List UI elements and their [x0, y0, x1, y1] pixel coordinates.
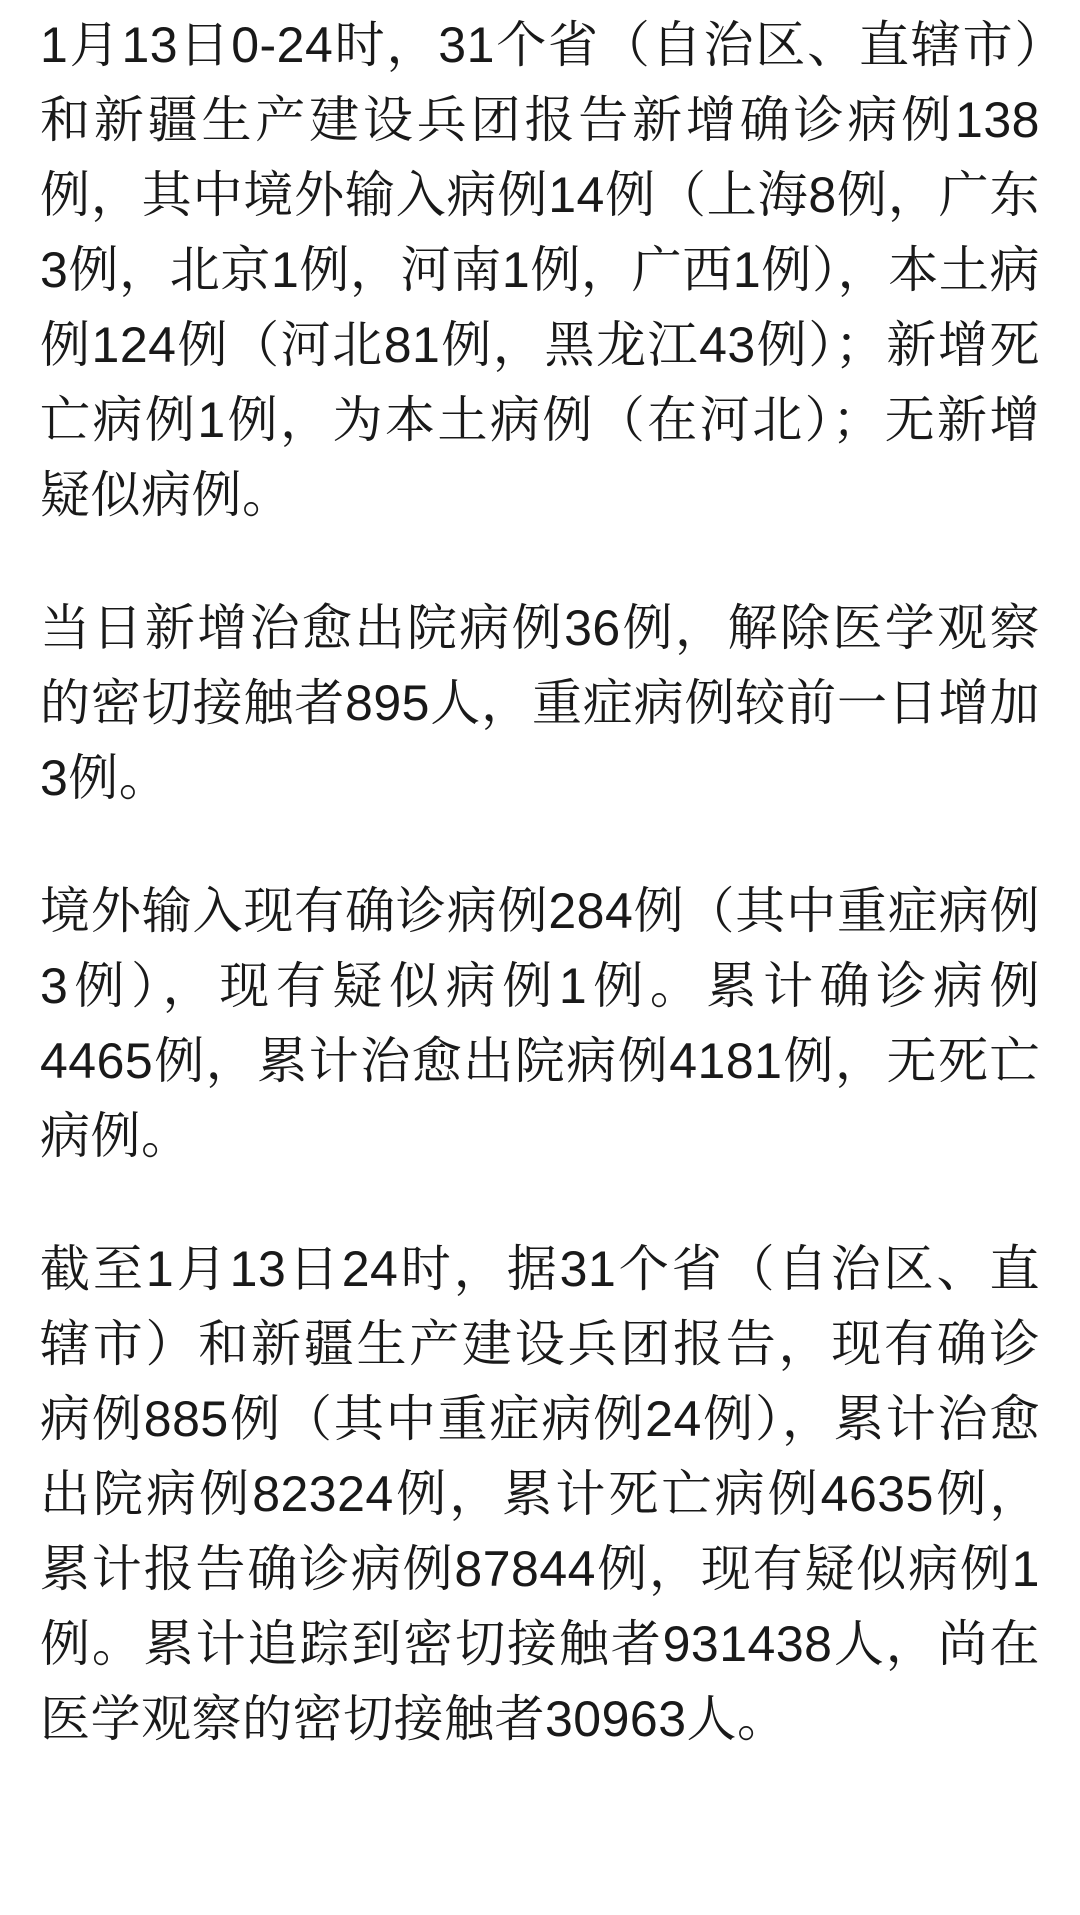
paragraph-daily-new-cases: 1月13日0-24时，31个省（自治区、直辖市）和新疆生产建设兵团报告新增确诊病例138例，其中境外输入病例14例（上海8例，广东3例，北京1例，河南1例，广西1例），本土病例124例（河北81例，黑龙江43例）；新增死亡病例1例，为本土病例（在河北）；无新增疑似病例。 [40, 17, 1040, 523]
paragraph-recoveries: 当日新增治愈出院病例36例，解除医学观察的密切接触者895人，重症病例较前一日增加3例。 [40, 600, 1040, 806]
paragraph-cumulative-totals: 截至1月13日24时，据31个省（自治区、直辖市）和新疆生产建设兵团报告，现有确诊病例885例（其中重症病例24例），累计治愈出院病例82324例，累计死亡病例4635例，累计报告确诊病例87844例，现有疑似病例1例。累计追踪到密切接触者931438人，尚在医学观察的密切接触者30963人。 [40, 1241, 1040, 1747]
paragraph-imported-cases: 境外输入现有确诊病例284例（其中重症病例3例），现有疑似病例1例。累计确诊病例4465例，累计治愈出院病例4181例，无死亡病例。 [40, 883, 1040, 1164]
